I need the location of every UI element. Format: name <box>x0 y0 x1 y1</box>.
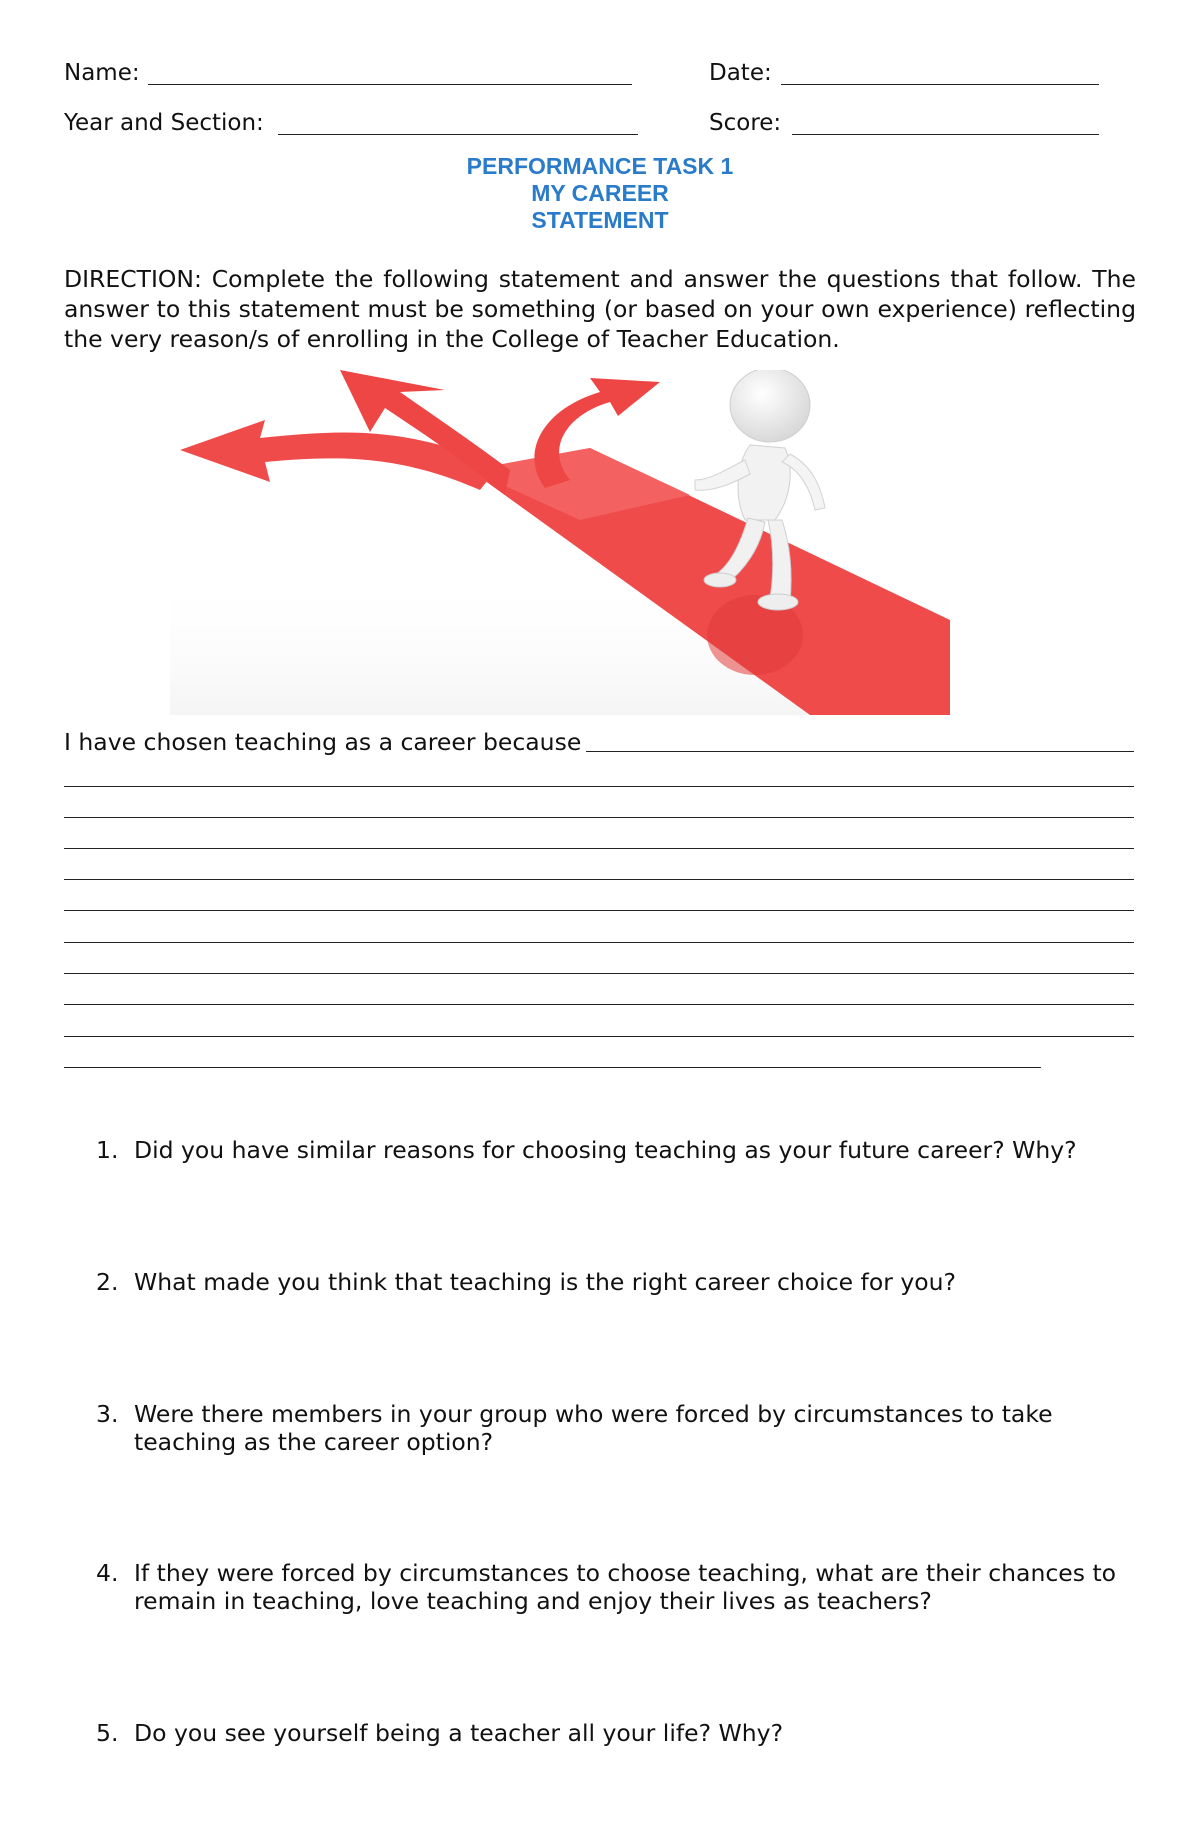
year-section-field[interactable] <box>278 134 638 135</box>
title-line-1: PERFORMANCE TASK 1 <box>466 153 734 179</box>
question-text: Do you see yourself being a teacher all your life? Why? <box>134 1719 784 1747</box>
answer-line[interactable] <box>64 1004 1134 1005</box>
date-label: Date: <box>709 60 772 86</box>
question-text: If they were forced by circumstances to choose teaching, what are their chances to remain in teaching, love teaching and enjoy their lives as teachers? <box>134 1559 1117 1615</box>
answer-line[interactable] <box>64 1036 1134 1037</box>
answer-line[interactable] <box>64 879 1134 880</box>
score-field[interactable] <box>792 134 1099 135</box>
question-number: 1. <box>96 1136 119 1164</box>
direction-paragraph: DIRECTION: Complete the following statement and answer the questions that follow. The answer to this statement must be something (or based on your own experience) reflecting the very reason/s of enrolling in the College of Teacher Education. <box>64 265 1136 353</box>
answer-line[interactable] <box>64 786 1134 787</box>
answer-line[interactable] <box>64 848 1134 849</box>
answer-line[interactable] <box>64 817 1134 818</box>
question-number: 5. <box>96 1719 119 1747</box>
name-label: Name: <box>64 60 140 86</box>
question-text: What made you think that teaching is the right career choice for you? <box>134 1268 956 1296</box>
answer-line[interactable] <box>586 751 1134 752</box>
question-number: 4. <box>96 1559 119 1587</box>
answer-line[interactable] <box>64 1067 1041 1068</box>
answer-line[interactable] <box>64 942 1134 943</box>
date-field[interactable] <box>781 84 1099 85</box>
answer-line[interactable] <box>64 973 1134 974</box>
name-field[interactable] <box>148 84 632 85</box>
title-line-3: STATEMENT <box>531 207 669 233</box>
year-section-label: Year and Section: <box>64 110 264 136</box>
title-line-2: MY CAREER <box>531 180 669 206</box>
crossroads-arrows-figure-icon <box>170 370 950 715</box>
score-label: Score: <box>709 110 782 136</box>
question-text: Did you have similar reasons for choosing teaching as your future career? Why? <box>134 1136 1077 1164</box>
question-number: 2. <box>96 1268 119 1296</box>
question-text: Were there members in your group who were forced by circumstances to take teaching as the career option? <box>134 1400 1053 1456</box>
answer-line[interactable] <box>64 910 1134 911</box>
page-title <box>0 153 1200 234</box>
career-statement: I have chosen teaching as a career because <box>64 728 582 756</box>
question-number: 3. <box>96 1400 119 1428</box>
